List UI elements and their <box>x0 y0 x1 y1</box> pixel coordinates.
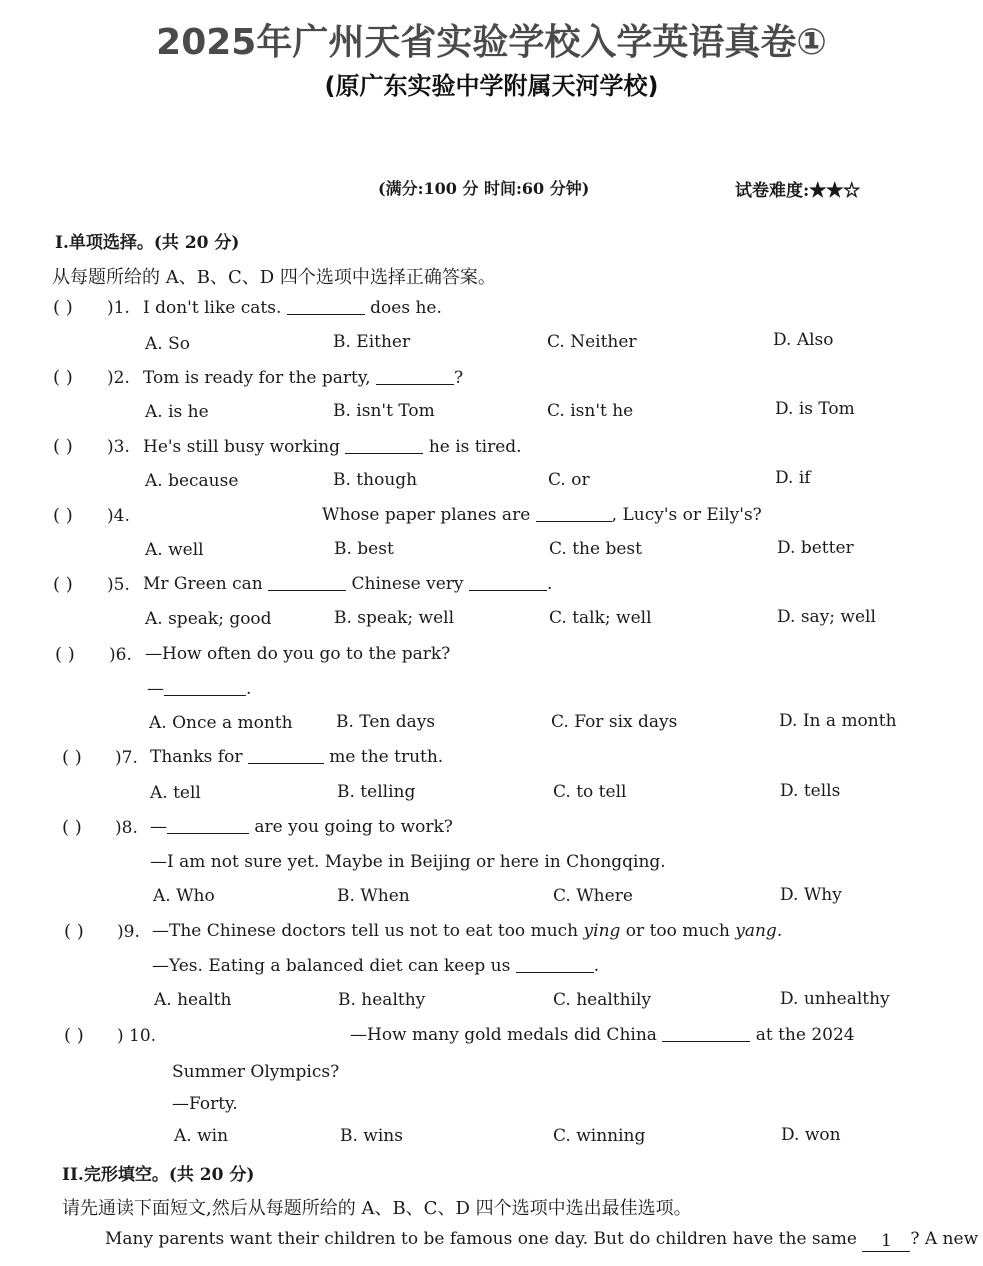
option-a[interactable]: A. So <box>145 334 190 354</box>
option-c[interactable]: C. to tell <box>553 782 627 802</box>
answer-paren[interactable]: ( ) <box>53 367 73 388</box>
option-a[interactable]: A. tell <box>150 783 201 803</box>
option-b[interactable]: B. best <box>334 539 394 559</box>
answer-paren[interactable]: ( ) <box>55 644 75 665</box>
option-a[interactable]: A. is he <box>145 402 209 422</box>
option-a[interactable]: A. Once a month <box>149 713 293 733</box>
answer-blank[interactable] <box>516 972 594 973</box>
option-b[interactable]: B. Ten days <box>336 712 436 732</box>
option-d[interactable]: D. tells <box>780 781 841 801</box>
difficulty-rating: 试卷难度:★★☆ <box>735 181 861 201</box>
option-b[interactable]: B. Either <box>333 332 411 352</box>
option-d[interactable]: D. say; well <box>777 607 876 627</box>
question-number: )8. <box>115 818 138 838</box>
section1-instruction: 从每题所给的 A、B、C、D 四个选项中选择正确答案。 <box>52 267 496 288</box>
answer-paren[interactable]: ( ) <box>53 574 73 595</box>
option-c[interactable]: C. healthily <box>553 990 652 1010</box>
answer-paren[interactable]: ( ) <box>53 436 73 457</box>
option-a[interactable]: A. because <box>145 471 239 491</box>
question-stem: — are you going to work? <box>150 817 453 837</box>
question-number: )7. <box>115 748 138 768</box>
question-stem: —How often do you go to the park? <box>145 644 451 664</box>
answer-blank[interactable] <box>376 384 454 385</box>
question-number: )3. <box>107 437 130 457</box>
option-b[interactable]: B. When <box>337 886 410 906</box>
question-number: )9. <box>117 922 140 942</box>
option-b[interactable]: B. wins <box>340 1126 403 1146</box>
cloze-blank-1[interactable]: 1 <box>862 1231 910 1252</box>
question-number: )6. <box>109 645 132 665</box>
option-b[interactable]: B. though <box>333 470 418 490</box>
section2-instruction: 请先通读下面短文,然后从每题所给的 A、B、C、D 四个选项中选出最佳选项。 <box>62 1198 692 1219</box>
question-number: )4. <box>107 506 130 526</box>
option-a[interactable]: A. well <box>145 540 204 560</box>
answer-blank[interactable] <box>248 763 324 764</box>
answer-paren[interactable]: ( ) <box>53 505 73 526</box>
exam-title: 2025年广州天省实验学校入学英语真卷① <box>156 22 827 63</box>
answer-paren[interactable]: ( ) <box>53 297 73 318</box>
exam-subtitle: (原广东实验中学附属天河学校) <box>324 72 659 100</box>
question-reply: — . <box>147 679 252 699</box>
question-stem: Thanks for me the truth. <box>150 747 444 767</box>
option-a[interactable]: A. health <box>154 990 232 1010</box>
answer-blank[interactable] <box>268 590 346 591</box>
question-number: )1. <box>107 298 130 318</box>
question-stem: Tom is ready for the party, ? <box>143 368 464 388</box>
question-stem: I don't like cats. does he. <box>143 298 442 318</box>
option-d[interactable]: D. is Tom <box>775 399 855 419</box>
answer-paren[interactable]: ( ) <box>62 747 82 768</box>
option-b[interactable]: B. healthy <box>338 990 426 1010</box>
answer-paren[interactable]: ( ) <box>64 921 84 942</box>
option-c[interactable]: C. Where <box>553 886 633 906</box>
question-stem: —How many gold medals did China at the 2024 <box>350 1025 855 1045</box>
answer-blank[interactable] <box>287 314 365 315</box>
answer-blank-2[interactable] <box>469 590 547 591</box>
question-stem: Whose paper planes are , Lucy's or Eily's? <box>322 505 762 525</box>
score-time: (满分:100 分 时间:60 分钟) <box>378 179 590 198</box>
question-number: )2. <box>107 368 130 388</box>
option-d[interactable]: D. if <box>775 468 811 488</box>
question-reply: —Yes. Eating a balanced diet can keep us . <box>152 956 600 976</box>
cloze-passage: Many parents want their children to be famous one day. But do children have the same 1 ? A new <box>105 1229 979 1251</box>
option-b[interactable]: B. isn't Tom <box>333 401 435 421</box>
option-c[interactable]: C. isn't he <box>547 401 634 421</box>
option-a[interactable]: A. Who <box>153 886 215 906</box>
option-c[interactable]: C. or <box>548 470 590 490</box>
question-reply: —Forty. <box>172 1094 238 1114</box>
question-number: ) 10. <box>117 1026 157 1046</box>
section2-heading: II.完形填空。(共 20 分) <box>62 1165 255 1185</box>
option-d[interactable]: D. won <box>781 1125 841 1145</box>
question-stem-continued: Summer Olympics? <box>172 1062 340 1082</box>
question-reply: —I am not sure yet. Maybe in Beijing or here in Chongqing. <box>150 852 666 872</box>
answer-blank[interactable] <box>164 695 246 696</box>
option-c[interactable]: C. talk; well <box>549 608 652 628</box>
section1-heading: I.单项选择。(共 20 分) <box>55 233 240 253</box>
question-stem: Mr Green can Chinese very . <box>143 574 553 594</box>
answer-paren[interactable]: ( ) <box>64 1025 84 1046</box>
option-b[interactable]: B. telling <box>337 782 416 802</box>
answer-blank[interactable] <box>167 833 249 834</box>
option-d[interactable]: D. Why <box>780 885 842 905</box>
question-stem: He's still busy working he is tired. <box>143 437 522 457</box>
option-c[interactable]: C. winning <box>553 1126 646 1146</box>
option-c[interactable]: C. the best <box>549 539 642 559</box>
option-c[interactable]: C. Neither <box>547 332 637 352</box>
option-a[interactable]: A. speak; good <box>145 609 272 629</box>
option-d[interactable]: D. better <box>777 538 854 558</box>
question-number: )5. <box>107 575 130 595</box>
option-c[interactable]: C. For six days <box>551 712 678 732</box>
answer-paren[interactable]: ( ) <box>62 817 82 838</box>
option-d[interactable]: D. In a month <box>779 711 897 731</box>
answer-blank[interactable] <box>345 453 423 454</box>
answer-blank[interactable] <box>662 1041 750 1042</box>
option-b[interactable]: B. speak; well <box>334 608 455 628</box>
option-d[interactable]: D. unhealthy <box>780 989 890 1009</box>
question-stem: —The Chinese doctors tell us not to eat too much ying or too much yang. <box>152 921 783 941</box>
answer-blank[interactable] <box>536 521 612 522</box>
option-a[interactable]: A. win <box>174 1126 229 1146</box>
option-d[interactable]: D. Also <box>773 330 834 350</box>
